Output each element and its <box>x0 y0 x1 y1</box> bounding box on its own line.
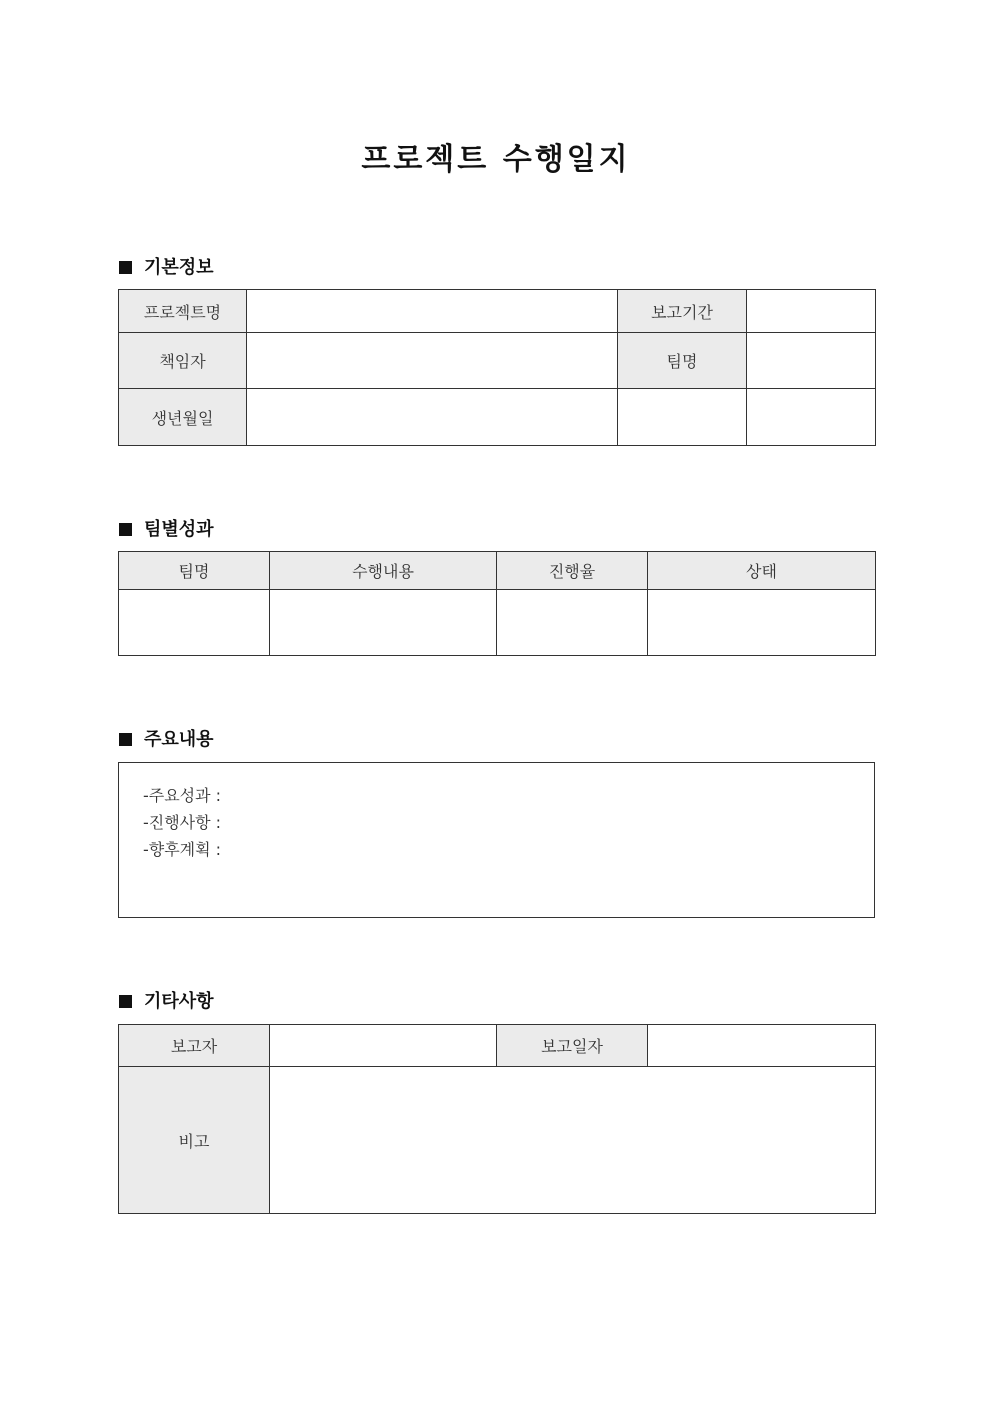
future-plan-line: -향후계획 : <box>143 840 222 859</box>
main-results-line: -주요성과 : <box>143 786 222 805</box>
project-name-field[interactable] <box>247 290 618 333</box>
team-name-field[interactable] <box>747 333 876 389</box>
other-table <box>118 1024 876 1214</box>
column-header-status: 상태 <box>648 552 876 590</box>
column-header-team: 팀명 <box>119 552 270 590</box>
section-heading-label: 팀별성과 <box>144 519 214 540</box>
section-heading-other <box>119 987 214 1013</box>
birth-date-field[interactable] <box>247 389 618 446</box>
report-date-label: 보고일자 <box>497 1025 648 1067</box>
section-heading-label: 기본정보 <box>144 257 214 278</box>
project-name-label: 프로젝트명 <box>119 290 247 333</box>
report-period-label: 보고기간 <box>618 290 747 333</box>
responsible-field[interactable] <box>247 333 618 389</box>
status-cell[interactable] <box>648 590 876 656</box>
work-cell[interactable] <box>270 590 497 656</box>
column-header-work: 수행내용 <box>270 552 497 590</box>
team-cell[interactable] <box>119 590 270 656</box>
remarks-field[interactable] <box>270 1067 876 1214</box>
extra-field-1[interactable] <box>618 389 747 446</box>
section-heading-label: 기타사항 <box>144 991 214 1012</box>
basic-info-table <box>118 289 876 446</box>
extra-field-2[interactable] <box>747 389 876 446</box>
square-bullet-icon <box>119 261 132 274</box>
report-date-field[interactable] <box>648 1025 876 1067</box>
section-heading-label: 주요내용 <box>144 729 214 750</box>
remarks-label: 비고 <box>119 1067 270 1214</box>
main-content-box[interactable] <box>118 762 875 918</box>
square-bullet-icon <box>119 733 132 746</box>
responsible-label: 책임자 <box>119 333 247 389</box>
progress-line: -진행사항 : <box>143 813 222 832</box>
section-heading-main-content <box>119 725 214 751</box>
page-title: 프로젝트 수행일지 <box>361 142 631 177</box>
progress-cell[interactable] <box>497 590 648 656</box>
team-results-table <box>118 551 876 656</box>
reporter-field[interactable] <box>270 1025 497 1067</box>
section-heading-basic-info <box>119 253 214 279</box>
square-bullet-icon <box>119 523 132 536</box>
square-bullet-icon <box>119 995 132 1008</box>
section-heading-team-results <box>119 515 214 541</box>
birth-date-label: 생년월일 <box>119 389 247 446</box>
report-period-field[interactable] <box>747 290 876 333</box>
team-name-label: 팀명 <box>618 333 747 389</box>
reporter-label: 보고자 <box>119 1025 270 1067</box>
column-header-progress: 진행율 <box>497 552 648 590</box>
